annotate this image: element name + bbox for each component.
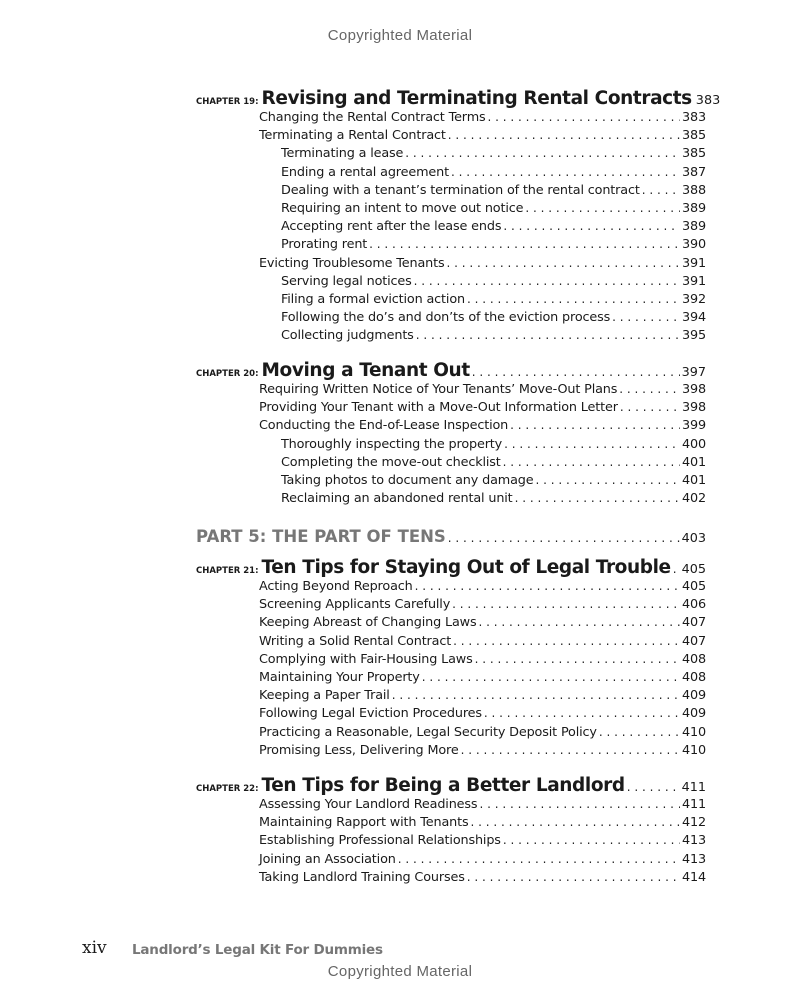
toc-entry[interactable] — [196, 110, 706, 128]
toc-entry[interactable] — [196, 292, 706, 310]
chapter-title: Moving a Tenant Out — [261, 360, 470, 381]
toc-entry[interactable] — [196, 128, 706, 146]
toc-entry[interactable] — [196, 256, 706, 274]
entry-title: Maintaining Your Property — [259, 669, 420, 685]
entry-title: Promising Less, Delivering More — [259, 742, 459, 758]
chapter-title: Revising and Terminating Rental Contracts — [261, 88, 692, 109]
page-number: 403 — [681, 531, 706, 546]
page-number: 385 — [682, 146, 706, 162]
dot-leader — [612, 310, 680, 324]
dot-leader — [475, 652, 680, 666]
dot-leader — [415, 579, 680, 593]
dot-leader — [515, 491, 680, 505]
toc-entry[interactable] — [196, 815, 706, 833]
page-number: 387 — [682, 164, 706, 180]
page-number: 408 — [682, 669, 706, 685]
page-number: 407 — [682, 615, 706, 631]
page-number: 399 — [682, 418, 706, 434]
page-number: 400 — [682, 436, 706, 452]
dot-leader — [627, 780, 680, 794]
entry-title: Screening Applicants Carefully — [259, 597, 451, 613]
dot-leader — [619, 382, 680, 396]
dot-leader — [503, 219, 680, 233]
page-number: 411 — [682, 797, 706, 812]
page-number: 401 — [682, 472, 706, 488]
entry-title: Conducting the End-of-Lease Inspection — [259, 418, 509, 434]
toc-entry[interactable] — [196, 688, 706, 706]
toc-entry[interactable] — [196, 274, 706, 292]
page-number: 395 — [682, 328, 706, 344]
footer-book-title: Landlord’s Legal Kit For Dummies — [132, 942, 383, 958]
dot-leader — [642, 183, 680, 197]
dot-leader — [467, 292, 680, 306]
dot-leader — [461, 743, 680, 757]
page-number: 406 — [682, 597, 706, 613]
page-number: 394 — [682, 310, 706, 326]
toc-entry[interactable] — [196, 455, 706, 473]
entry-title: Reclaiming an abandoned rental unit — [281, 491, 513, 507]
dot-leader — [472, 365, 680, 379]
toc-entry[interactable] — [196, 201, 706, 219]
toc-entry[interactable] — [196, 725, 706, 743]
dot-leader — [447, 256, 681, 270]
page-number: 410 — [682, 742, 706, 758]
page-number: 389 — [682, 200, 706, 216]
entry-title: Terminating a Rental Contract — [259, 128, 446, 144]
toc-entry[interactable] — [196, 597, 706, 615]
entry-title: Maintaining Rapport with Tenants — [259, 815, 469, 831]
entry-title: Ending a rental agreement — [281, 164, 449, 180]
dot-leader — [471, 815, 681, 829]
dot-leader — [488, 110, 680, 124]
dot-leader — [398, 852, 680, 866]
entry-title: Following Legal Eviction Procedures — [259, 706, 482, 722]
page-number: 412 — [682, 815, 706, 831]
entry-title: Providing Your Tenant with a Move-Out Information Letter — [259, 400, 618, 416]
page-number: 391 — [682, 255, 706, 271]
dot-leader — [620, 400, 680, 414]
toc-entry[interactable] — [196, 237, 706, 255]
page-number: 405 — [682, 579, 706, 594]
page-number: 388 — [682, 182, 706, 198]
toc-entry[interactable] — [196, 165, 706, 183]
toc-entry[interactable] — [196, 219, 706, 237]
entry-title: Filing a formal eviction action — [281, 291, 465, 307]
page-number: 389 — [682, 219, 706, 235]
dot-leader — [504, 437, 680, 451]
page-number: 385 — [682, 128, 706, 144]
page-number: 402 — [682, 491, 706, 507]
toc-entry[interactable] — [196, 870, 706, 888]
toc-entry[interactable] — [196, 706, 706, 724]
chapter-title: Ten Tips for Being a Better Landlord — [261, 775, 625, 796]
chapter-heading[interactable] — [196, 775, 706, 797]
dot-leader — [503, 833, 680, 847]
page-number: 409 — [682, 706, 706, 722]
entry-title: Collecting judgments — [281, 328, 414, 344]
toc-entry[interactable] — [196, 743, 706, 761]
dot-leader — [453, 634, 680, 648]
dot-leader — [479, 797, 680, 811]
dot-leader — [369, 237, 680, 251]
entry-title: Keeping a Paper Trail — [259, 688, 390, 704]
entry-title: Changing the Rental Contract Terms — [259, 110, 486, 125]
dot-leader — [467, 870, 680, 884]
copyright-watermark-bottom: Copyrighted Material — [327, 963, 473, 980]
dot-leader — [448, 531, 680, 545]
entry-title: Prorating rent — [281, 237, 368, 253]
dot-leader — [535, 473, 680, 487]
toc-entry[interactable] — [196, 652, 706, 670]
chapter-label: CHAPTER 22: — [196, 784, 259, 794]
chapter-heading[interactable] — [196, 88, 721, 110]
dot-leader — [405, 146, 680, 160]
chapter-heading[interactable] — [196, 360, 706, 382]
toc-entry[interactable] — [196, 797, 706, 815]
dot-leader — [451, 165, 680, 179]
entry-title: Taking Landlord Training Courses — [259, 869, 465, 885]
page-number: 408 — [682, 651, 706, 667]
chapter-label: CHAPTER 20: — [196, 369, 259, 379]
toc-entry[interactable] — [196, 634, 706, 652]
page-number: 411 — [681, 780, 706, 795]
part-section — [196, 527, 706, 549]
page-number: 383 — [682, 110, 706, 125]
toc-entry[interactable] — [196, 473, 706, 491]
chapter-section — [196, 775, 706, 888]
dot-leader — [599, 725, 680, 739]
entry-title: Accepting rent after the lease ends — [281, 219, 502, 235]
dot-leader — [414, 274, 680, 288]
entry-title: Terminating a lease — [281, 146, 404, 162]
entry-title: Evicting Troublesome Tenants — [259, 255, 445, 271]
dot-leader — [510, 418, 680, 432]
page-number: 409 — [682, 688, 706, 704]
copyright-watermark-top: Copyrighted Material — [327, 27, 473, 44]
page-number: 401 — [682, 454, 706, 470]
chapter-section — [196, 360, 706, 509]
page-number: 413 — [682, 833, 706, 849]
page-number: 407 — [682, 633, 706, 649]
entry-title: Acting Beyond Reproach — [259, 579, 413, 594]
toc-entry[interactable] — [196, 615, 706, 633]
toc-entry[interactable] — [196, 382, 706, 400]
entry-title: Joining an Association — [259, 851, 396, 867]
chapter-section — [196, 88, 721, 346]
entry-title: Complying with Fair-Housing Laws — [259, 651, 473, 667]
dot-leader — [484, 706, 680, 720]
toc-entry[interactable] — [196, 146, 706, 164]
dot-leader — [479, 615, 681, 629]
dot-leader — [392, 688, 680, 702]
entry-title: Requiring Written Notice of Your Tenants’ Move-Out Plans — [259, 382, 618, 397]
page-number: 392 — [682, 291, 706, 307]
dot-leader — [452, 597, 680, 611]
chapter-label: CHAPTER 19: — [196, 97, 259, 107]
entry-title: Keeping Abreast of Changing Laws — [259, 615, 477, 631]
entry-title: Practicing a Reasonable, Legal Security Deposit Policy — [259, 724, 597, 740]
page-number: 397 — [681, 365, 706, 380]
chapter-label: CHAPTER 21: — [196, 566, 259, 576]
entry-title: Writing a Solid Rental Contract — [259, 633, 452, 649]
page-number: 390 — [682, 237, 706, 253]
toc-entry[interactable] — [196, 418, 706, 436]
toc-entry[interactable] — [196, 400, 706, 418]
page-number: 414 — [682, 869, 706, 885]
part-title: PART 5: THE PART OF TENS — [196, 527, 446, 546]
entry-title: Assessing Your Landlord Readiness — [259, 797, 478, 812]
part-heading[interactable] — [196, 527, 706, 549]
page-number: 383 — [695, 93, 721, 108]
dot-leader — [673, 562, 680, 576]
footer-page-number: xiv — [82, 938, 107, 958]
toc-entry[interactable] — [196, 670, 706, 688]
toc-entry[interactable] — [196, 310, 706, 328]
entry-title: Following the do’s and don’ts of the eviction process — [281, 310, 611, 326]
dot-leader — [422, 670, 680, 684]
toc-entry[interactable] — [196, 437, 706, 455]
toc-entry[interactable] — [196, 579, 706, 597]
entry-title: Requiring an intent to move out notice — [281, 200, 524, 216]
toc-entry[interactable] — [196, 852, 706, 870]
page-number: 391 — [682, 273, 706, 289]
entry-title: Taking photos to document any damage — [281, 472, 534, 488]
toc-entry[interactable] — [196, 833, 706, 851]
toc-entry[interactable] — [196, 328, 706, 346]
entry-title: Thoroughly inspecting the property — [281, 436, 503, 452]
toc-entry[interactable] — [196, 491, 706, 509]
page-number: 398 — [682, 400, 706, 416]
entry-title: Completing the move-out checklist — [281, 454, 501, 470]
dot-leader — [448, 128, 680, 142]
dot-leader — [525, 201, 680, 215]
chapter-heading[interactable] — [196, 557, 706, 579]
toc-entry[interactable] — [196, 183, 706, 201]
chapter-title: Ten Tips for Staying Out of Legal Trouble — [261, 557, 671, 578]
page-number: 413 — [682, 851, 706, 867]
page-number: 410 — [682, 724, 706, 740]
page-number: 405 — [681, 562, 706, 577]
page-number: 398 — [682, 382, 706, 397]
dot-leader — [416, 328, 680, 342]
entry-title: Establishing Professional Relationships — [259, 833, 501, 849]
chapter-section — [196, 557, 706, 761]
entry-title: Dealing with a tenant’s termination of the rental contract — [281, 182, 640, 198]
entry-title: Serving legal notices — [281, 273, 412, 289]
dot-leader — [503, 455, 680, 469]
